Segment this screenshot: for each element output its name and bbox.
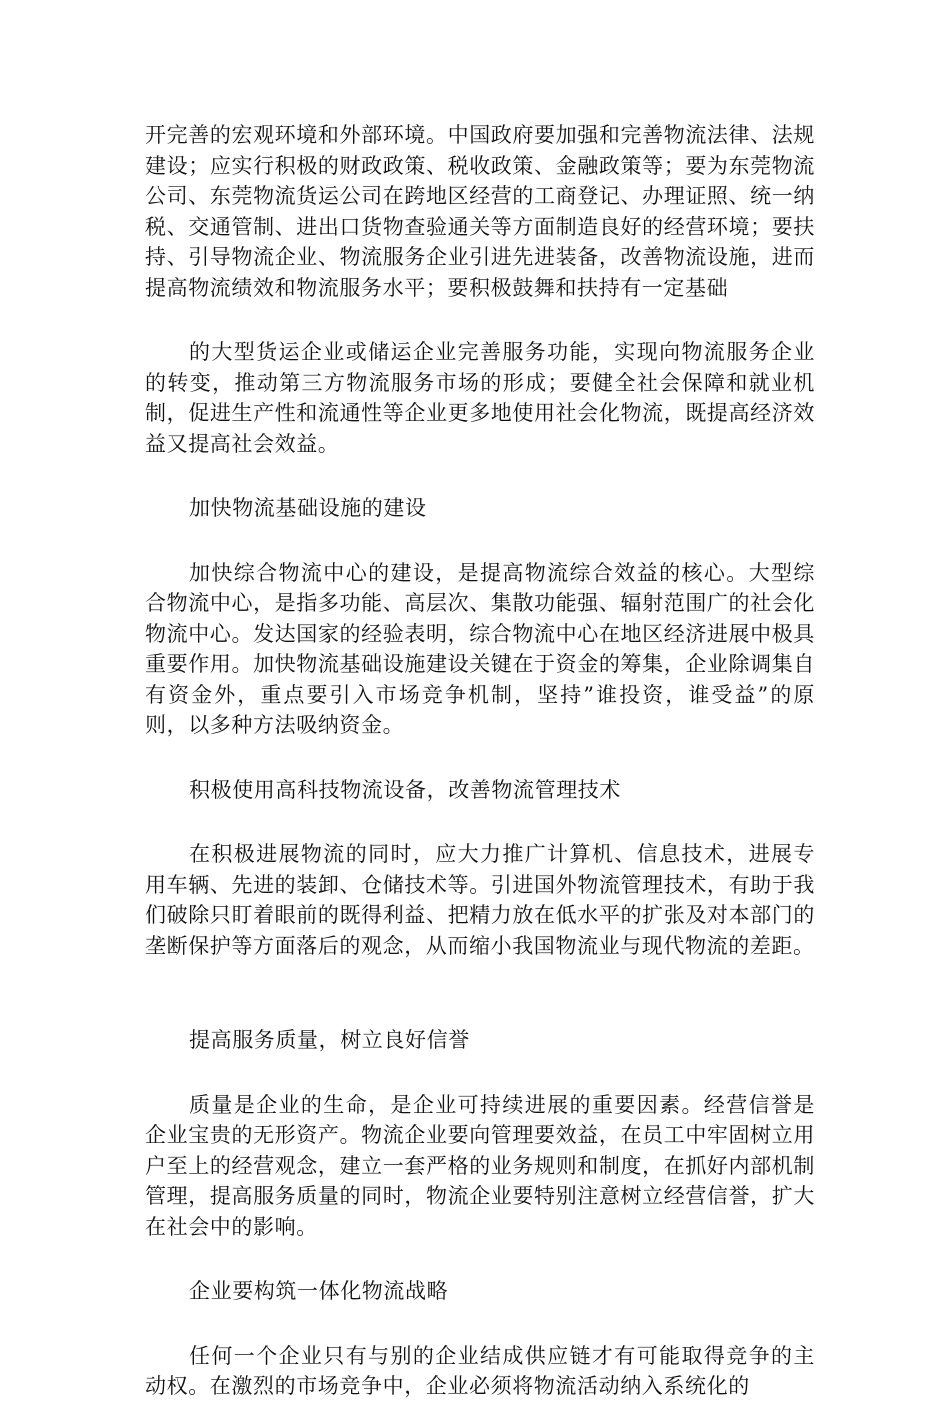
heading-service-quality: 提高服务质量，树立良好信誉 <box>189 1028 470 1052</box>
heading-integrated-strategy: 企业要构筑一体化物流战略 <box>189 1279 449 1303</box>
heading-infrastructure: 加快物流基础设施的建设 <box>189 496 427 520</box>
paragraph-macro-environment: 开完善的宏观环境和外部环境。中国政府要加强和完善物流法律、法规建设；应实行积极的财政政策、税收政策、金融政策等；要为东莞物流公司、东莞物流货运公司在跨地区经营的工商登记、办理证照、统一纳税、交通管制、进出口货物查验通关等方面制造良好的经营环境；要扶持、引导物流企业、物流服务企业引进先进装备，改善物流设施，进而提高物流绩效和物流服务水平；要积极鼓舞和扶持有一定基础 <box>145 123 815 300</box>
paragraph-supply-chain: 任何一个企业只有与别的企业结成供应链才有可能取得竞争的主动权。在激烈的市场竞争中，企业必须将物流活动纳入系统化的 <box>145 1343 815 1398</box>
paragraph-third-party-logistics: 的大型货运企业或储运企业完善服务功能，实现向物流服务企业的转变，推动第三方物流服务市场的形成；要健全社会保障和就业机制，促进生产性和流通性等企业更多地使用社会化物流，既提高经济效益又提高社会效益。 <box>145 340 815 456</box>
document-page <box>145 120 815 1402</box>
paragraph-technology: 在积极进展物流的同时，应大力推广计算机、信息技术，进展专用车辆、先进的装卸、仓储技术等。引进国外物流管理技术，有助于我们破除只盯着眼前的既得利益、把精力放在低水平的扩张及对本部门的垄断保护等方面落后的观念，从而缩小我国物流业与现代物流的差距。 <box>145 842 815 958</box>
paragraph-logistics-center: 加快综合物流中心的建设，是提高物流综合效益的核心。大型综合物流中心，是指多功能、高层次、集散功能强、辐射范围广的社会化物流中心。发达国家的经验表明，综合物流中心在地区经济进展中极具重要作用。加快物流基础设施建设关键在于资金的筹集，企业除调集自有资金外，重点要引入市场竞争机制，坚持”谁投资，谁受益”的原则，以多种方法吸纳资金。 <box>145 560 816 737</box>
paragraph-quality: 质量是企业的生命，是企业可持续进展的重要因素。经营信誉是企业宝贵的无形资产。物流企业要向管理要效益，在员工中牢固树立用户至上的经营观念，建立一套严格的业务规则和制度，在抓好内部机制管理，提高服务质量的同时，物流企业要特别注意树立经营信誉，扩大在社会中的影响。 <box>145 1092 815 1239</box>
heading-high-tech: 积极使用高科技物流设备，改善物流管理技术 <box>189 777 621 802</box>
